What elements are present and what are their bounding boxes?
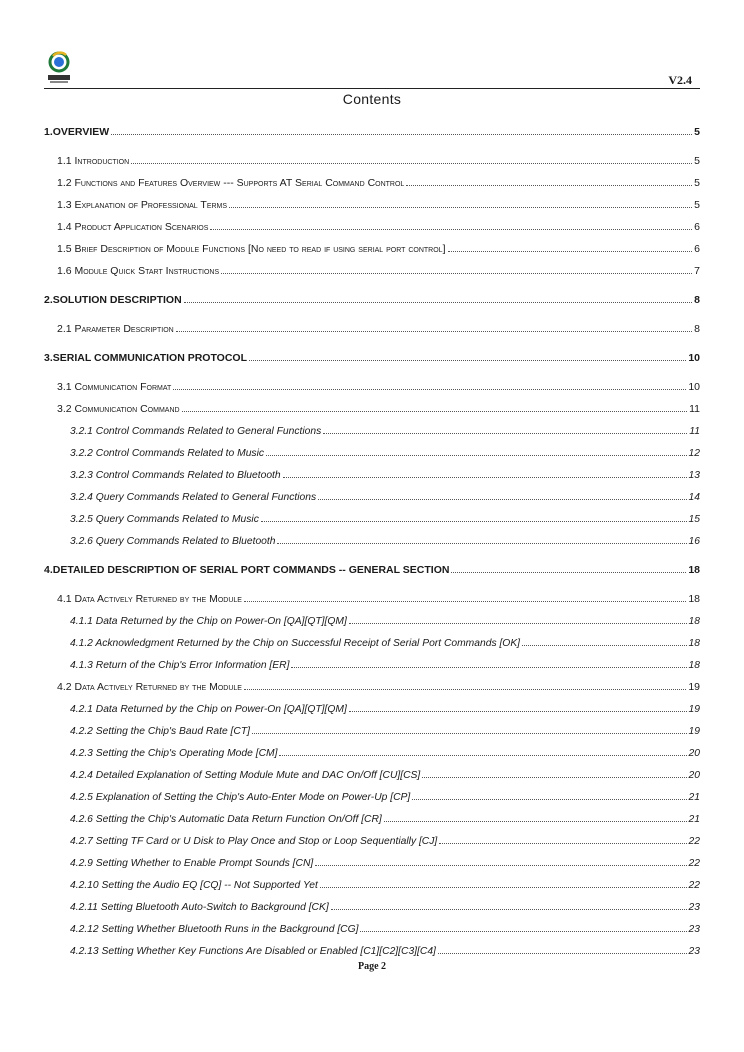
toc-entry-title: 3.2.6 Query Commands Related to Bluetooth: [70, 536, 276, 547]
toc-entry-title: 4.2.10 Setting the Audio EQ [CQ] -- Not Supported Yet: [70, 880, 318, 891]
toc-entry-page-number: 19: [688, 704, 700, 715]
toc-entry[interactable]: [44, 151, 700, 167]
toc-dot-leader: [221, 273, 692, 274]
toc-entry-title: 4.2.9 Setting Whether to Enable Prompt Sounds [CN]: [70, 858, 314, 869]
toc-entry[interactable]: [44, 897, 700, 913]
toc-entry-title: 2.SOLUTION DESCRIPTION: [44, 294, 182, 306]
toc-dot-leader: [277, 543, 686, 544]
toc-entry[interactable]: [44, 319, 700, 335]
toc-entry-title: 4.2.6 Setting the Chip's Automatic Data Return Function On/Off [CR]: [70, 814, 382, 825]
toc-dot-leader: [360, 931, 686, 932]
toc-dot-leader: [320, 887, 687, 888]
toc-entry-page-number: 23: [688, 946, 700, 957]
toc-entry-title: 3.2 Communication Command: [57, 403, 180, 415]
toc-entry[interactable]: [44, 348, 700, 364]
toc-entry[interactable]: [44, 831, 700, 847]
toc-dot-leader: [111, 134, 692, 135]
toc-entry-page-number: 20: [688, 770, 700, 781]
toc-entry-page-number: 12: [688, 448, 700, 459]
toc-dot-leader: [349, 711, 687, 712]
toc-entry-title: 4.1.1 Data Returned by the Chip on Power-On [QA][QT][QM]: [70, 616, 347, 627]
toc-dot-leader: [522, 645, 686, 646]
toc-entry[interactable]: [44, 173, 700, 189]
toc-dot-leader: [266, 455, 687, 456]
toc-dot-leader: [406, 185, 692, 186]
toc-entry-title: 3.2.1 Control Commands Related to General Functions: [70, 426, 322, 437]
toc-entry-page-number: 8: [694, 294, 700, 306]
toc-entry-title: 2.1 Parameter Description: [57, 323, 174, 335]
toc-entry-page-number: 6: [694, 243, 700, 255]
toc-entry-page-number: 18: [688, 660, 700, 671]
toc-entry[interactable]: [44, 721, 700, 737]
toc-dot-leader: [131, 163, 692, 164]
toc-dot-leader: [261, 521, 687, 522]
toc-entry-title: 3.2.4 Query Commands Related to General Functions: [70, 492, 317, 503]
toc-entry-page-number: 19: [688, 726, 700, 737]
toc-entry-page-number: 5: [694, 199, 700, 211]
toc-dot-leader: [182, 411, 688, 412]
toc-dot-leader: [176, 331, 692, 332]
toc-entry-title: 4.2.3 Setting the Chip's Operating Mode [CM]: [70, 748, 278, 759]
toc-dot-leader: [349, 623, 687, 624]
toc-entry[interactable]: [44, 589, 700, 605]
toc-entry-page-number: 22: [688, 836, 700, 847]
toc-entry[interactable]: [44, 531, 700, 547]
toc-entry-title: 3.2.2 Control Commands Related to Music: [70, 448, 265, 459]
toc-entry-page-number: 10: [688, 352, 700, 364]
toc-dot-leader: [448, 251, 693, 252]
toc-entry-page-number: 21: [688, 792, 700, 803]
toc-entry-title: 1.2 Functions and Features Overview --- Supports AT Serial Command Control: [57, 177, 405, 189]
toc-entry[interactable]: [44, 853, 700, 869]
toc-entry-page-number: 5: [694, 155, 700, 167]
toc-dot-leader: [249, 360, 686, 361]
toc-dot-leader: [412, 799, 686, 800]
toc-entry-title: 3.2.5 Query Commands Related to Music: [70, 514, 259, 525]
toc-entry[interactable]: [44, 290, 700, 306]
toc-entry-page-number: 18: [688, 564, 700, 576]
toc-entry-page-number: 18: [688, 638, 700, 649]
toc-entry-page-number: 18: [688, 593, 700, 605]
toc-entry[interactable]: [44, 611, 700, 627]
toc-dot-leader: [229, 207, 692, 208]
page-number-footer: Page 2: [357, 961, 387, 972]
toc-dot-leader: [384, 821, 687, 822]
toc-entry[interactable]: [44, 239, 700, 255]
toc-entry[interactable]: [44, 919, 700, 935]
toc-entry-page-number: 22: [688, 880, 700, 891]
contents-heading: Contents: [342, 91, 402, 107]
toc-entry-title: 3.1 Communication Format: [57, 381, 172, 393]
toc-entry[interactable]: [44, 699, 700, 715]
toc-entry-title: 4.2.11 Setting Bluetooth Auto-Switch to Background [CK]: [70, 902, 329, 913]
toc-entry-page-number: 13: [688, 470, 700, 481]
toc-entry-page-number: 11: [689, 426, 700, 437]
toc-dot-leader: [315, 865, 686, 866]
toc-entry-page-number: 8: [694, 323, 700, 335]
toc-entry-page-number: 5: [694, 126, 700, 138]
toc-entry-title: 1.3 Explanation of Professional Terms: [57, 199, 228, 211]
toc-entry-page-number: 23: [688, 902, 700, 913]
toc-entry-title: 4.2.13 Setting Whether Key Functions Are Disabled or Enabled [C1][C2][C3][C4]: [70, 946, 436, 957]
toc-dot-leader: [279, 755, 686, 756]
toc-entry-page-number: 23: [688, 924, 700, 935]
toc-dot-leader: [438, 953, 687, 954]
toc-dot-leader: [184, 302, 692, 303]
toc-entry[interactable]: [44, 487, 700, 503]
toc-entry-page-number: 20: [688, 748, 700, 759]
toc-entry-title: 1.1 Introduction: [57, 155, 130, 167]
toc-entry-page-number: 18: [688, 616, 700, 627]
toc-entry[interactable]: [44, 633, 700, 649]
toc-dot-leader: [252, 733, 687, 734]
toc-dot-leader: [283, 477, 687, 478]
toc-entry-page-number: 21: [688, 814, 700, 825]
toc-entry-page-number: 11: [689, 403, 700, 415]
toc-dot-leader: [244, 689, 686, 690]
toc-entry[interactable]: [44, 217, 700, 233]
company-logo: [44, 50, 74, 86]
toc-entry[interactable]: [44, 655, 700, 671]
toc-entry[interactable]: [44, 560, 700, 576]
toc-entry-page-number: 14: [688, 492, 700, 503]
toc-entry-title: 3.SERIAL COMMUNICATION PROTOCOL: [44, 352, 248, 364]
toc-entry-title: 1.4 Product Application Scenarios: [57, 221, 209, 233]
toc-entry-page-number: 16: [688, 536, 700, 547]
toc-entry[interactable]: [44, 941, 700, 957]
toc-entry[interactable]: [44, 122, 700, 138]
toc-entry-title: 4.1.2 Acknowledgment Returned by the Chip on Successful Receipt of Serial Port Commands [OK]: [70, 638, 521, 649]
toc-dot-leader: [451, 572, 686, 573]
toc-entry[interactable]: [44, 809, 700, 825]
document-version: V2.4: [668, 73, 692, 87]
header-divider: [44, 88, 700, 89]
toc-dot-leader: [323, 433, 687, 434]
toc-entry-title: 4.2.5 Explanation of Setting the Chip's Auto-Enter Mode on Power-Up [CP]: [70, 792, 411, 803]
toc-entry-title: 4.1.3 Return of the Chip's Error Information [ER]: [70, 660, 290, 671]
toc-entry-title: 4.2.12 Setting Whether Bluetooth Runs in the Background [CG]: [70, 924, 359, 935]
toc-entry[interactable]: [44, 677, 700, 693]
toc-dot-leader: [439, 843, 686, 844]
toc-entry[interactable]: [44, 787, 700, 803]
toc-entry-title: 4.2.7 Setting TF Card or U Disk to Play Once and Stop or Loop Sequentially [CJ]: [70, 836, 438, 847]
toc-entry-title: 4.1 Data Actively Returned by the Module: [57, 593, 242, 605]
toc-entry[interactable]: [44, 875, 700, 891]
toc-entry-title: 1.OVERVIEW: [44, 126, 110, 138]
toc-entry-page-number: 10: [688, 381, 700, 393]
toc-entry[interactable]: [44, 443, 700, 459]
toc-entry-page-number: 6: [694, 221, 700, 233]
toc-entry-page-number: 5: [694, 177, 700, 189]
toc-dot-leader: [331, 909, 687, 910]
toc-dot-leader: [210, 229, 692, 230]
toc-dot-leader: [318, 499, 686, 500]
toc-entry[interactable]: [44, 261, 700, 277]
toc-entry[interactable]: [44, 465, 700, 481]
toc-entry[interactable]: [44, 509, 700, 525]
toc-entry-title: 3.2.3 Control Commands Related to Bluetooth: [70, 470, 281, 481]
toc-entry[interactable]: [44, 743, 700, 759]
toc-entry-title: 4.2.1 Data Returned by the Chip on Power-On [QA][QT][QM]: [70, 704, 347, 715]
toc-entry-page-number: 19: [688, 681, 700, 693]
toc-dot-leader: [173, 389, 686, 390]
toc-entry-page-number: 22: [688, 858, 700, 869]
toc-entry-page-number: 7: [694, 265, 700, 277]
toc-dot-leader: [291, 667, 686, 668]
toc-entry[interactable]: [44, 399, 700, 415]
toc-entry[interactable]: [44, 195, 700, 211]
toc-entry-title: 1.5 Brief Description of Module Functions [No need to read if using serial port control]: [57, 243, 446, 255]
toc-entry-title: 4.2.4 Detailed Explanation of Setting Module Mute and DAC On/Off [CU][CS]: [70, 770, 421, 781]
toc-entry-title: 4.DETAILED DESCRIPTION OF SERIAL PORT COMMANDS -- GENERAL SECTION: [44, 564, 450, 576]
toc-entry-title: 4.2 Data Actively Returned by the Module: [57, 681, 242, 693]
toc-dot-leader: [422, 777, 686, 778]
toc-entry-page-number: 15: [688, 514, 700, 525]
toc-entry[interactable]: [44, 765, 700, 781]
toc-entry[interactable]: [44, 421, 700, 437]
toc-entry[interactable]: [44, 377, 700, 393]
toc-entry-title: 1.6 Module Quick Start Instructions: [57, 265, 220, 277]
toc-dot-leader: [244, 601, 686, 602]
toc-entry-title: 4.2.2 Setting the Chip's Baud Rate [CT]: [70, 726, 250, 737]
